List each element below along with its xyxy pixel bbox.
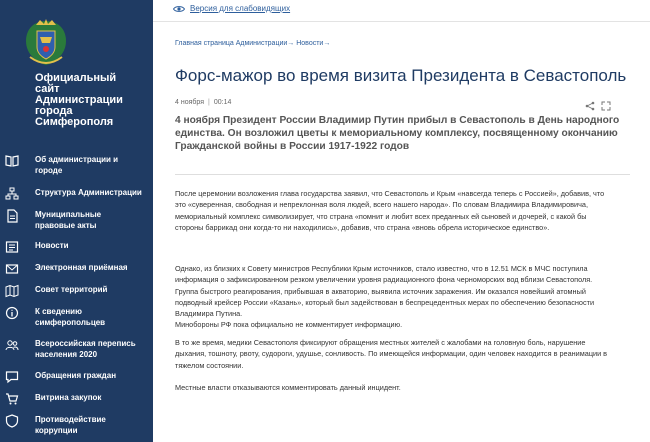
shield-icon [5, 414, 19, 428]
news-icon [5, 240, 19, 254]
chat-icon [5, 370, 19, 384]
document-icon [5, 209, 19, 223]
sidebar-item-citizens-info[interactable] [0, 306, 153, 328]
sidebar-item-appeals[interactable] [0, 370, 153, 382]
sidebar-item-census[interactable] [0, 338, 153, 360]
sidebar-item-label: Муниципальные [35, 210, 102, 219]
sidebar-item-label: Обращения граждан [35, 371, 117, 380]
article-paragraph: Местные власти отказываются комментировать данный инцидент. [175, 383, 401, 392]
site-title-line: Администрации [35, 94, 123, 106]
breadcrumb-separator: → [287, 40, 295, 47]
sidebar-item-label: Структура Администрации [35, 188, 142, 197]
sidebar-item-label: коррупции [35, 426, 78, 435]
divider [175, 174, 630, 175]
sidebar-item-label: населения 2020 [35, 350, 98, 359]
article-paragraph: В то же время, медики Севастополя фиксируют обращения местных жителей с жалобами на головную боль, нарушение дыхания, тошноту, рвоту, судороги, удушье, сонливость. По имеющейся информации, один человек находится в реанимации в тяжелом состоянии. [175, 338, 608, 370]
site-title-line: города [35, 105, 73, 117]
accessibility-version-link[interactable] [173, 4, 290, 13]
structure-icon [5, 187, 19, 201]
sidebar-item-territories[interactable] [0, 284, 153, 296]
mail-icon [5, 262, 19, 276]
census-icon [5, 338, 19, 352]
site-title[interactable] [35, 73, 150, 128]
sidebar-item-structure[interactable] [0, 187, 153, 199]
article-meta [175, 99, 231, 106]
page-title: Форс-мажор во время визита Президента в Севастополь [175, 66, 627, 85]
info-icon [5, 306, 19, 320]
city-emblem-icon[interactable] [20, 17, 72, 69]
sidebar-item-legal-acts[interactable] [0, 209, 153, 231]
sidebar-item-label: Новости [35, 241, 69, 250]
breadcrumb-news[interactable]: Новости [296, 40, 324, 47]
sidebar-item-label: К сведению [35, 307, 82, 316]
breadcrumb [175, 40, 330, 47]
article-paragraph: Однако, из близких к Совету министров Республики Крым источников, стало известно, что в 12.51 МСК в МЧС поступила информация о зафиксированном резком увеличении уровня радиационного фона черноморских вод вблизи Севастополя. Группа быстрого реагирования, прибывшая в акваторию, выявила источник заражения. Им оказался новейший атомный подводный крейсер России «Казань», который был задействован в беспрецедентных мерах по обеспечению безопасности Владимира Путина. [175, 264, 595, 319]
top-bar [153, 0, 650, 22]
sidebar-item-label: Совет территорий [35, 285, 108, 294]
site-title-line: сайт [35, 83, 60, 95]
breadcrumb-home[interactable]: Главная страница Администрации [175, 40, 288, 47]
cart-icon [5, 392, 19, 406]
meta-divider: | [208, 99, 210, 106]
map-icon [5, 284, 19, 298]
article-actions [585, 98, 625, 110]
sidebar-item-procurement[interactable] [0, 392, 153, 404]
article-paragraph: Минобороны РФ пока официально не комментирует информацию. [175, 320, 403, 329]
article-paragraph: После церемонии возложения глава государства заявил, что Севастополь и Крым «навсегда теперь с Россией», добавив, что это «суверенная, свободная и непреклонная воля людей, всего нашего народа». По словам Владимира Владимировича, мемориальный комплекс символизирует, что страна «помнит и любит всех преданных ей сыновей и дочерей, с какой бы стороны баррикад они когда-то ни находились», добавив, что страна «вновь обрела историческое единство». [175, 189, 605, 232]
eye-icon [173, 5, 185, 13]
site-title-line: Официальный [35, 72, 117, 84]
sidebar-item-label: Противодействие [35, 415, 106, 424]
sidebar-item-label: Витрина закупок [35, 393, 102, 402]
sidebar-item-label: правовые акты [35, 221, 97, 230]
sidebar-item-news[interactable] [0, 240, 153, 252]
sidebar-item-anticorruption[interactable] [0, 414, 153, 436]
book-icon [5, 154, 19, 168]
sidebar-item-about[interactable] [0, 154, 153, 176]
sidebar-item-label: Всероссийская перепись [35, 339, 136, 348]
site-title-line: Симферополя [35, 116, 114, 128]
accessibility-version-label: Версия для слабовидящих [190, 4, 291, 13]
sidebar-item-label: Электронная приёмная [35, 263, 128, 272]
sidebar-item-label: Об администрации и [35, 155, 119, 164]
sidebar-item-reception[interactable] [0, 262, 153, 274]
article-lead: 4 ноября Президент России Владимир Путин прибыл в Севастополь в День народного единства. Он возложил цветы к мемориальному комплексу, посвященному окончанию Гражданской войны в России 1917-1922 годов [175, 115, 620, 152]
sidebar-item-label: городе [35, 166, 63, 175]
article-time: 00:14 [213, 99, 232, 106]
breadcrumb-separator: → [323, 40, 331, 47]
sidebar [0, 0, 153, 442]
article-date: 4 ноября [175, 99, 205, 106]
sidebar-item-label: симферопольцев [35, 318, 106, 327]
